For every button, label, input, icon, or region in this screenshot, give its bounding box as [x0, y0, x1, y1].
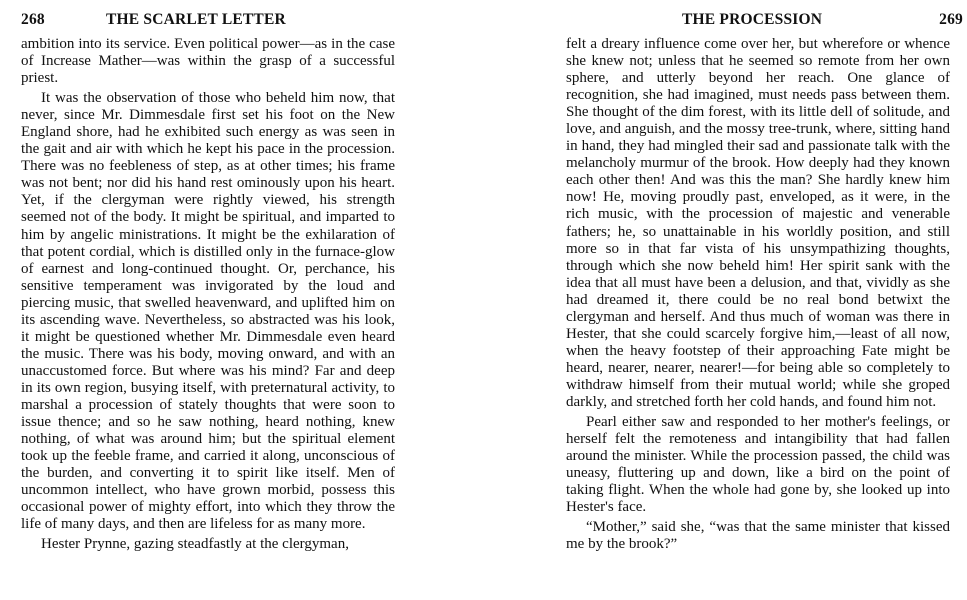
left-page-body	[21, 36, 395, 553]
paragraph: “Mother,” said she, “was that the same minister that kissed me by the brook?”	[566, 519, 950, 553]
paragraph: It was the observation of those who beheld him now, that never, since Mr. Dimmesdale first set his foot on the New England shore, had he exhibited such energy as was seen in the gait and air with which he kept his pace in the procession. There was no feebleness of step, as at other times; his frame was not bent; nor did his hand rest ominously upon his heart. Yet, if the clergyman were rightly viewed, his strength seemed not of the body. It might be spiritual, and imparted to him by angelic ministrations. It might be the exhilaration of that potent cordial, which is distilled only in the furnace-glow of earnest and long-continued thought. Or, perchance, his sensitive temperament was invigorated by the loud and piercing music, that swelled heavenward, and uplifted him on its ascending wave. Nevertheless, so abstracted was his look, it might be questioned whether Mr. Dimmesdale even heard the music. There was his body, moving onward, and with an unaccustomed force. But where was his mind? Far and deep in its own region, busying itself, with preternatural activity, to marshal a procession of stately thoughts that were soon to issue thence; and so he saw nothing, heard nothing, knew nothing, of what was around him; but the spiritual element took up the feeble frame, and carried it along, unconscious of the burden, and converting it to spirit like itself. Men of uncommon intellect, who have grown morbid, possess this occasional power of mighty effort, into which they throw the life of many days, and then are lifeless for as many more.	[21, 90, 395, 533]
running-head: THE SCARLET LETTER	[106, 11, 286, 28]
paragraph: ambition into its service. Even political power—as in the case of Increase Mather—was within the grasp of a successful priest.	[21, 36, 395, 87]
right-page-header	[561, 11, 963, 31]
paragraph: felt a dreary influence come over her, but wherefore or whence she knew not; unless that he seemed so remote from her own sphere, and utterly beyond her reach. One glance of recognition, she had imagined, must needs pass between them. She thought of the dim forest, with its little dell of solitude, and love, and anguish, and the mossy tree-trunk, where, sitting hand in hand, they had mingled their sad and passionate talk with the melancholy murmur of the brook. How deeply had they known each other then! And was this the man? She hardly knew him now! He, moving proudly past, enveloped, as it were, in the rich music, with the procession of majestic and venerable fathers; he, so unattainable in his worldly position, and still more so in that far vista of his unsympathizing thoughts, through which she now beheld him! Her spirit sank with the idea that all must have been a delusion, and that, vividly as she had dreamed it, there could be no real bond betwixt the clergyman and herself. And thus much of woman was there in Hester, that she could scarcely forgive him,—least of all now, when the heavy footstep of their approaching Fate might be heard, nearer, nearer, nearer!—for being able so completely to withdraw himself from their mutual world; while she groped darkly, and stretched forth her cold hands, and found him not.	[566, 36, 950, 410]
left-page	[0, 0, 398, 600]
paragraph: Hester Prynne, gazing steadfastly at the clergyman,	[41, 536, 349, 553]
right-page	[561, 0, 963, 600]
running-head: THE PROCESSION	[682, 11, 823, 28]
left-page-header	[0, 11, 398, 31]
page-number: 269	[939, 11, 963, 28]
page-number: 268	[21, 11, 45, 28]
paragraph: Pearl either saw and responded to her mother's feelings, or herself felt the remoteness and intangibility that had fallen around the minister. While the procession passed, the child was uneasy, fluttering up and down, like a bird on the point of taking flight. When the whole had gone by, she looked up into Hester's face.	[566, 414, 950, 516]
right-page-body	[566, 36, 950, 553]
